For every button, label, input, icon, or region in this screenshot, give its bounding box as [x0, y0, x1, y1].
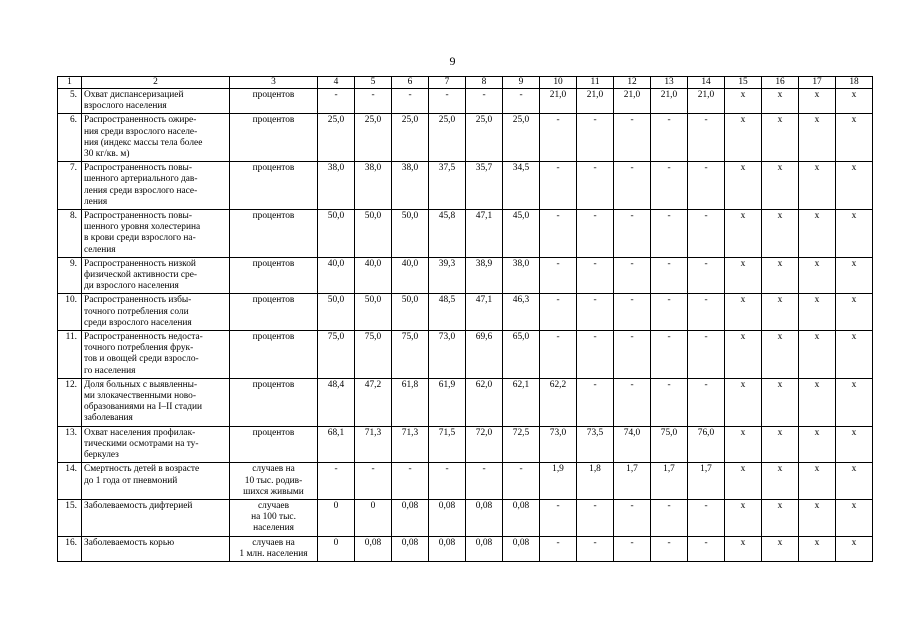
value-cell: - — [540, 536, 577, 561]
value-cell: 38,0 — [503, 257, 540, 294]
value-cell: 1,7 — [614, 463, 651, 500]
value-cell: - — [429, 463, 466, 500]
indicator-name-cell: Доля больных с выявленны- ми злокачественными ново- образованиями на I–II стадии заболевания — [82, 378, 230, 426]
unit-cell: процентов — [230, 378, 318, 426]
value-cell: 72,5 — [503, 426, 540, 463]
indicator-name-cell: Заболеваемость корью — [82, 536, 230, 561]
value-cell: 0,08 — [466, 536, 503, 561]
unit-cell: случаев на 100 тыс. населения — [230, 499, 318, 536]
value-cell: х — [725, 378, 762, 426]
indicator-name-cell: Охват диспансеризацией взрослого населения — [82, 89, 230, 114]
value-cell: - — [688, 536, 725, 561]
value-cell: х — [725, 257, 762, 294]
column-number-cell: 9 — [503, 77, 540, 89]
column-number-cell: 18 — [836, 77, 873, 89]
indicator-name-cell: Охват населения профилак- тическими осмотрами на ту- беркулез — [82, 426, 230, 463]
value-cell: - — [614, 536, 651, 561]
value-cell: х — [725, 331, 762, 379]
unit-cell: процентов — [230, 294, 318, 331]
value-cell: х — [836, 536, 873, 561]
unit-cell: случаев на 10 тыс. родив- шихся живыми — [230, 463, 318, 500]
value-cell: 25,0 — [429, 114, 466, 162]
value-cell: х — [799, 162, 836, 210]
value-cell: 0,08 — [392, 499, 429, 536]
value-cell: х — [836, 499, 873, 536]
value-cell: 73,0 — [540, 426, 577, 463]
value-cell: 50,0 — [318, 294, 355, 331]
value-cell: 50,0 — [392, 294, 429, 331]
row-number-cell: 16. — [58, 536, 82, 561]
value-cell: - — [688, 331, 725, 379]
value-cell: 69,6 — [466, 331, 503, 379]
table-row — [58, 294, 873, 331]
table-row — [58, 331, 873, 379]
value-cell: х — [836, 294, 873, 331]
value-cell: 1,8 — [577, 463, 614, 500]
table-row — [58, 426, 873, 463]
value-cell: х — [725, 89, 762, 114]
value-cell: - — [577, 257, 614, 294]
column-number-cell: 16 — [762, 77, 799, 89]
value-cell: х — [762, 210, 799, 258]
value-cell: 38,0 — [392, 162, 429, 210]
value-cell: 25,0 — [392, 114, 429, 162]
column-number-cell: 3 — [230, 77, 318, 89]
indicator-name-cell: Распространенность избы- точного потребления соли среди взрослого населения — [82, 294, 230, 331]
value-cell: 68,1 — [318, 426, 355, 463]
unit-cell: процентов — [230, 89, 318, 114]
value-cell: - — [614, 257, 651, 294]
value-cell: 50,0 — [355, 210, 392, 258]
value-cell: х — [762, 499, 799, 536]
value-cell: - — [651, 210, 688, 258]
value-cell: х — [799, 463, 836, 500]
value-cell: х — [762, 378, 799, 426]
value-cell: 71,3 — [355, 426, 392, 463]
value-cell: 21,0 — [577, 89, 614, 114]
value-cell: - — [651, 257, 688, 294]
value-cell: х — [725, 463, 762, 500]
value-cell: 25,0 — [503, 114, 540, 162]
value-cell: - — [688, 114, 725, 162]
value-cell: - — [540, 294, 577, 331]
value-cell: х — [762, 463, 799, 500]
value-cell: - — [355, 89, 392, 114]
value-cell: 45,0 — [503, 210, 540, 258]
value-cell: х — [762, 536, 799, 561]
unit-cell: процентов — [230, 162, 318, 210]
value-cell: х — [836, 463, 873, 500]
value-cell: - — [355, 463, 392, 500]
value-cell: - — [688, 294, 725, 331]
value-cell: - — [577, 536, 614, 561]
table-row — [58, 499, 873, 536]
value-cell: х — [725, 499, 762, 536]
value-cell: - — [651, 294, 688, 331]
value-cell: х — [799, 210, 836, 258]
indicators-table — [57, 76, 873, 562]
row-number-cell: 12. — [58, 378, 82, 426]
value-cell: х — [799, 426, 836, 463]
value-cell: х — [836, 257, 873, 294]
column-number-cell: 1 — [58, 77, 82, 89]
value-cell: х — [762, 294, 799, 331]
value-cell: 62,2 — [540, 378, 577, 426]
value-cell: х — [836, 426, 873, 463]
value-cell: 38,9 — [466, 257, 503, 294]
value-cell: 65,0 — [503, 331, 540, 379]
value-cell: - — [688, 257, 725, 294]
unit-cell: процентов — [230, 426, 318, 463]
value-cell: - — [503, 89, 540, 114]
value-cell: 61,8 — [392, 378, 429, 426]
value-cell: х — [799, 536, 836, 561]
value-cell: - — [392, 463, 429, 500]
column-number-row — [58, 77, 873, 89]
value-cell: - — [577, 210, 614, 258]
row-number-cell: 9. — [58, 257, 82, 294]
value-cell: 50,0 — [318, 210, 355, 258]
value-cell: х — [799, 331, 836, 379]
indicator-name-cell: Распространенность повы- шенного уровня холестерина в крови среди взрослого на- селения — [82, 210, 230, 258]
column-number-cell: 17 — [799, 77, 836, 89]
value-cell: х — [799, 257, 836, 294]
table-row — [58, 257, 873, 294]
value-cell: х — [762, 257, 799, 294]
value-cell: х — [799, 114, 836, 162]
value-cell: - — [614, 114, 651, 162]
value-cell: 47,1 — [466, 294, 503, 331]
value-cell: 0,08 — [429, 499, 466, 536]
table-row — [58, 378, 873, 426]
value-cell: 50,0 — [392, 210, 429, 258]
value-cell: - — [503, 463, 540, 500]
value-cell: - — [577, 294, 614, 331]
value-cell: - — [688, 162, 725, 210]
value-cell: - — [688, 210, 725, 258]
column-number-cell: 15 — [725, 77, 762, 89]
value-cell: 38,0 — [355, 162, 392, 210]
value-cell: 75,0 — [318, 331, 355, 379]
column-number-cell: 6 — [392, 77, 429, 89]
value-cell: х — [762, 114, 799, 162]
value-cell: 62,0 — [466, 378, 503, 426]
table-row — [58, 463, 873, 500]
value-cell: х — [836, 378, 873, 426]
value-cell: - — [318, 463, 355, 500]
value-cell: 25,0 — [355, 114, 392, 162]
value-cell: 25,0 — [318, 114, 355, 162]
unit-cell: процентов — [230, 210, 318, 258]
value-cell: - — [651, 114, 688, 162]
row-number-cell: 6. — [58, 114, 82, 162]
value-cell: - — [614, 499, 651, 536]
value-cell: х — [762, 331, 799, 379]
column-number-cell: 14 — [688, 77, 725, 89]
value-cell: - — [577, 499, 614, 536]
value-cell: х — [836, 89, 873, 114]
value-cell: 0,08 — [503, 536, 540, 561]
value-cell: 0 — [318, 499, 355, 536]
value-cell: 48,5 — [429, 294, 466, 331]
value-cell: х — [762, 89, 799, 114]
column-number-cell: 5 — [355, 77, 392, 89]
value-cell: х — [836, 114, 873, 162]
value-cell: 62,1 — [503, 378, 540, 426]
row-number-cell: 15. — [58, 499, 82, 536]
value-cell: х — [762, 162, 799, 210]
unit-cell: процентов — [230, 114, 318, 162]
value-cell: - — [577, 162, 614, 210]
value-cell: 0 — [355, 499, 392, 536]
value-cell: - — [429, 89, 466, 114]
value-cell: 61,9 — [429, 378, 466, 426]
column-number-cell: 12 — [614, 77, 651, 89]
value-cell: - — [540, 499, 577, 536]
value-cell: - — [614, 378, 651, 426]
indicator-name-cell: Распространенность недоста- точного потребления фрук- тов и овощей среди взросло- го населения — [82, 331, 230, 379]
page-number: 9 — [449, 54, 456, 68]
row-number-cell: 14. — [58, 463, 82, 500]
table-row — [58, 89, 873, 114]
value-cell: 37,5 — [429, 162, 466, 210]
unit-cell: процентов — [230, 331, 318, 379]
value-cell: х — [725, 114, 762, 162]
value-cell: х — [836, 210, 873, 258]
value-cell: - — [651, 499, 688, 536]
row-number-cell: 7. — [58, 162, 82, 210]
value-cell: х — [799, 89, 836, 114]
value-cell: - — [540, 114, 577, 162]
value-cell: 0 — [318, 536, 355, 561]
value-cell: х — [725, 536, 762, 561]
value-cell: - — [688, 378, 725, 426]
value-cell: 50,0 — [355, 294, 392, 331]
value-cell: 40,0 — [392, 257, 429, 294]
value-cell: 76,0 — [688, 426, 725, 463]
value-cell: х — [799, 294, 836, 331]
indicator-name-cell: Распространенность низкой физической активности сре- ди взрослого населения — [82, 257, 230, 294]
value-cell: х — [725, 162, 762, 210]
value-cell: 75,0 — [651, 426, 688, 463]
column-number-cell: 11 — [577, 77, 614, 89]
value-cell: 35,7 — [466, 162, 503, 210]
value-cell: 73,0 — [429, 331, 466, 379]
value-cell: 73,5 — [577, 426, 614, 463]
value-cell: 21,0 — [540, 89, 577, 114]
indicator-name-cell: Распространенность повы- шенного артериального дав- ления среди взрослого насе- ления — [82, 162, 230, 210]
value-cell: 0,08 — [392, 536, 429, 561]
value-cell: - — [577, 114, 614, 162]
row-number-cell: 5. — [58, 89, 82, 114]
value-cell: - — [614, 162, 651, 210]
column-number-cell: 10 — [540, 77, 577, 89]
value-cell: 39,3 — [429, 257, 466, 294]
value-cell: 0,08 — [355, 536, 392, 561]
value-cell: - — [614, 331, 651, 379]
value-cell: - — [540, 257, 577, 294]
value-cell: 0,08 — [429, 536, 466, 561]
value-cell: х — [725, 426, 762, 463]
value-cell: - — [651, 378, 688, 426]
value-cell: х — [725, 294, 762, 331]
value-cell: 75,0 — [392, 331, 429, 379]
value-cell: 25,0 — [466, 114, 503, 162]
table-row — [58, 162, 873, 210]
value-cell: 0,08 — [503, 499, 540, 536]
value-cell: 71,3 — [392, 426, 429, 463]
value-cell: - — [614, 294, 651, 331]
table-row — [58, 210, 873, 258]
value-cell: 21,0 — [651, 89, 688, 114]
unit-cell: случаев на 1 млн. населения — [230, 536, 318, 561]
value-cell: - — [614, 210, 651, 258]
value-cell: 74,0 — [614, 426, 651, 463]
value-cell: 48,4 — [318, 378, 355, 426]
value-cell: 45,8 — [429, 210, 466, 258]
value-cell: - — [577, 378, 614, 426]
value-cell: 1,7 — [688, 463, 725, 500]
value-cell: - — [651, 536, 688, 561]
value-cell: - — [651, 162, 688, 210]
value-cell: х — [836, 331, 873, 379]
column-number-cell: 7 — [429, 77, 466, 89]
row-number-cell: 13. — [58, 426, 82, 463]
value-cell: - — [540, 331, 577, 379]
value-cell: - — [577, 331, 614, 379]
value-cell: х — [799, 499, 836, 536]
table-row — [58, 114, 873, 162]
value-cell: 46,3 — [503, 294, 540, 331]
value-cell: 1,9 — [540, 463, 577, 500]
value-cell: 0,08 — [466, 499, 503, 536]
value-cell: х — [799, 378, 836, 426]
value-cell: 47,1 — [466, 210, 503, 258]
value-cell: - — [540, 162, 577, 210]
indicator-name-cell: Смертность детей в возрасте до 1 года от пневмоний — [82, 463, 230, 500]
indicator-name-cell: Заболеваемость дифтерией — [82, 499, 230, 536]
value-cell: - — [318, 89, 355, 114]
value-cell: 71,5 — [429, 426, 466, 463]
row-number-cell: 10. — [58, 294, 82, 331]
value-cell: 38,0 — [318, 162, 355, 210]
value-cell: 40,0 — [318, 257, 355, 294]
column-number-cell: 13 — [651, 77, 688, 89]
value-cell: х — [762, 426, 799, 463]
value-cell: 21,0 — [614, 89, 651, 114]
value-cell: - — [651, 331, 688, 379]
row-number-cell: 11. — [58, 331, 82, 379]
value-cell: 34,5 — [503, 162, 540, 210]
unit-cell: процентов — [230, 257, 318, 294]
column-number-cell: 2 — [82, 77, 230, 89]
column-number-cell: 8 — [466, 77, 503, 89]
value-cell: 75,0 — [355, 331, 392, 379]
row-number-cell: 8. — [58, 210, 82, 258]
value-cell: х — [725, 210, 762, 258]
value-cell: - — [688, 499, 725, 536]
value-cell: 47,2 — [355, 378, 392, 426]
value-cell: - — [466, 89, 503, 114]
value-cell: 1,7 — [651, 463, 688, 500]
value-cell: 40,0 — [355, 257, 392, 294]
value-cell: - — [540, 210, 577, 258]
value-cell: - — [392, 89, 429, 114]
indicator-name-cell: Распространенность ожире- ния среди взрослого населе- ния (индекс массы тела более 30 кг/кв. м) — [82, 114, 230, 162]
value-cell: 72,0 — [466, 426, 503, 463]
value-cell: х — [836, 162, 873, 210]
value-cell: - — [466, 463, 503, 500]
column-number-cell: 4 — [318, 77, 355, 89]
value-cell: 21,0 — [688, 89, 725, 114]
table-row — [58, 536, 873, 561]
